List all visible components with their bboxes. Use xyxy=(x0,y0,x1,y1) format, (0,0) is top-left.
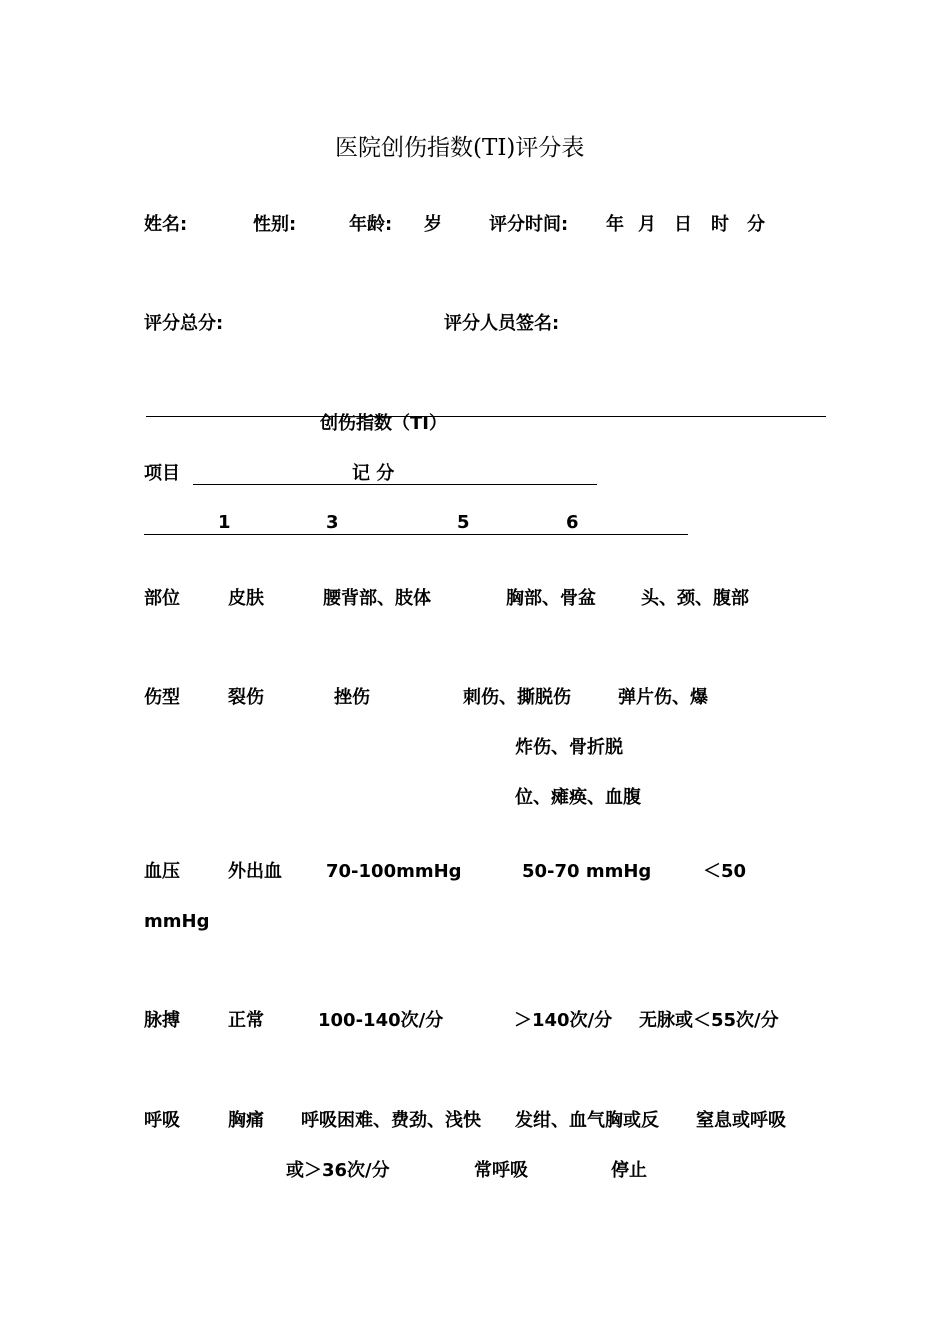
table-cell-continuation: 停止 xyxy=(611,1160,647,1181)
time-label: 评分时间: xyxy=(489,214,569,235)
table-cell: 50-70 mmHg xyxy=(522,861,652,882)
score-value: 5 xyxy=(457,512,470,533)
table-cell: 挫伤 xyxy=(334,687,370,708)
table-cell: 胸部、骨盆 xyxy=(506,588,596,609)
table-cell: ＞140次/分 xyxy=(514,1010,613,1031)
page-title: 医院创伤指数(TI)评分表 xyxy=(335,135,585,161)
day-unit: 日 xyxy=(674,214,692,235)
table-cell: 70-100mmHg xyxy=(326,861,462,882)
name-label: 姓名: xyxy=(144,214,188,235)
table-cell: ＜50 xyxy=(703,861,747,882)
table-cell: 窒息或呼吸 xyxy=(696,1110,786,1131)
row-label-location: 部位 xyxy=(144,588,180,609)
table-heading: 创伤指数（TI） xyxy=(320,413,447,434)
rater-signature-label: 评分人员签名: xyxy=(444,313,560,334)
table-cell: 发绀、血气胸或反 xyxy=(515,1110,659,1131)
month-unit: 月 xyxy=(638,214,656,235)
row-label-pulse: 脉搏 xyxy=(144,1010,180,1031)
age-label: 年龄: xyxy=(349,214,393,235)
table-cell: 弹片伤、爆 xyxy=(618,687,708,708)
table-cell: 刺伤、撕脱伤 xyxy=(463,687,571,708)
score-header-rule xyxy=(193,484,597,485)
row-label-blood-pressure: 血压 xyxy=(144,861,180,882)
table-cell-continuation: 位、瘫痪、血腹 xyxy=(515,787,641,808)
score-value: 1 xyxy=(218,512,231,533)
table-cell: 外出血 xyxy=(228,861,282,882)
score-value: 6 xyxy=(566,512,579,533)
item-column-label: 项目 xyxy=(144,463,180,484)
table-cell-continuation: 常呼吸 xyxy=(474,1160,528,1181)
table-cell: 正常 xyxy=(228,1010,264,1031)
row-label-injury-type: 伤型 xyxy=(144,687,180,708)
year-unit: 年 xyxy=(606,214,624,235)
hour-unit: 时 xyxy=(711,214,729,235)
score-row-rule xyxy=(144,534,688,535)
table-cell: 头、颈、腹部 xyxy=(641,588,749,609)
table-cell-continuation: mmHg xyxy=(144,911,210,932)
table-cell: 胸痛 xyxy=(228,1110,264,1131)
gender-label: 性别: xyxy=(253,214,297,235)
score-value: 3 xyxy=(326,512,339,533)
table-cell: 无脉或＜55次/分 xyxy=(639,1010,779,1031)
table-cell: 呼吸困难、费劲、浅快 xyxy=(301,1110,481,1131)
row-label-respiration: 呼吸 xyxy=(144,1110,180,1131)
table-cell-continuation: 或＞36次/分 xyxy=(286,1160,390,1181)
table-cell: 裂伤 xyxy=(228,687,264,708)
table-cell: 腰背部、肢体 xyxy=(323,588,431,609)
table-top-rule xyxy=(146,416,826,417)
table-cell-continuation: 炸伤、骨折脱 xyxy=(515,737,623,758)
table-cell: 100-140次/分 xyxy=(318,1010,444,1031)
score-column-label: 记 分 xyxy=(352,463,395,484)
age-unit: 岁 xyxy=(424,214,442,235)
table-cell: 皮肤 xyxy=(228,588,264,609)
minute-unit: 分 xyxy=(747,214,765,235)
total-score-label: 评分总分: xyxy=(144,313,224,334)
